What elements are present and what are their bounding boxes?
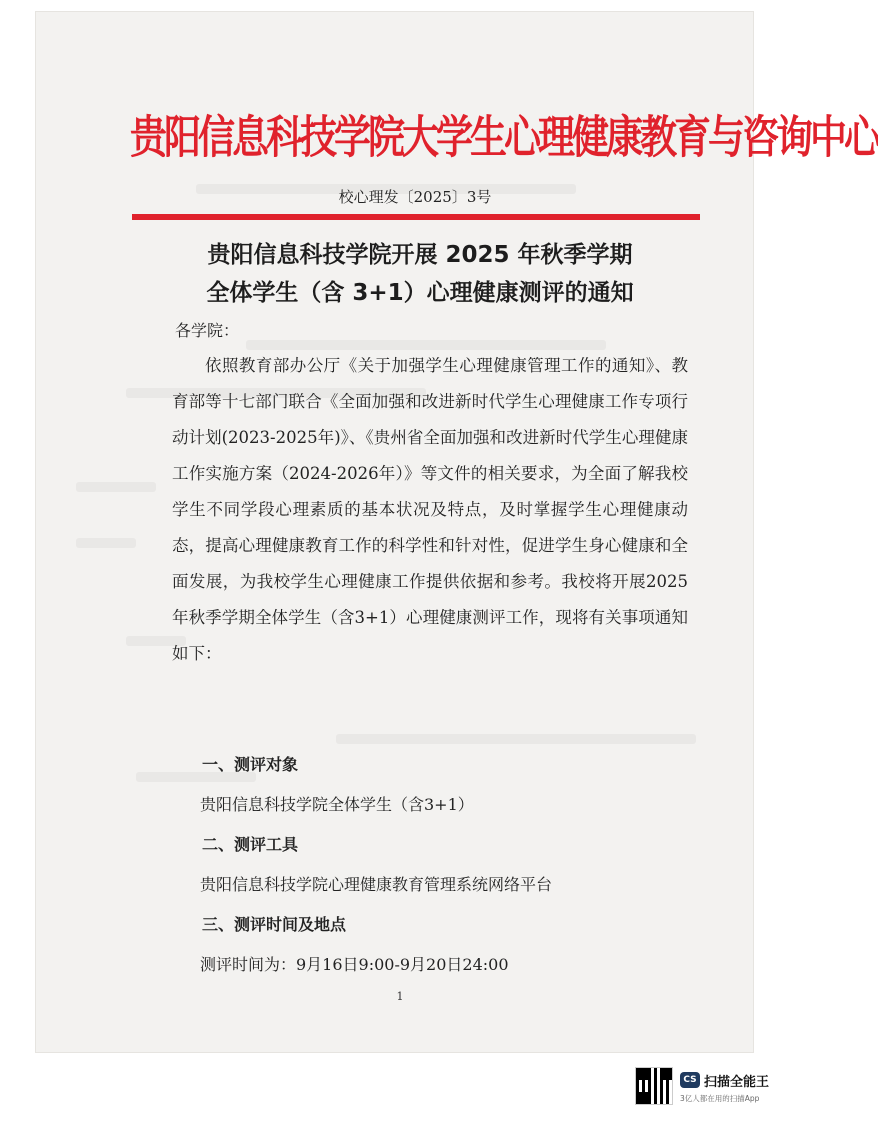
section-content-3: 测评时间为：9月16日9:00-9月20日24:00 (200, 955, 509, 974)
scanner-tagline: 3亿人都在用的扫描App (680, 1094, 760, 1103)
page-number: 1 (396, 990, 404, 1003)
organization-header: 贵阳信息科技学院大学生心理健康教育与咨询中心 (130, 109, 878, 164)
camscanner-logo-icon: CS (680, 1072, 700, 1088)
section-heading-3: 三、测评时间及地点 (202, 915, 347, 934)
scanner-watermark (636, 1068, 786, 1110)
document-number: 校心理发〔2025〕3号 (338, 188, 492, 206)
section-heading-1: 一、测评对象 (202, 755, 299, 774)
scanner-brand: 扫描全能王 (704, 1075, 770, 1090)
qr-code-icon (636, 1068, 672, 1104)
section-heading-2: 二、测评工具 (202, 835, 299, 854)
salutation: 各学院： (175, 321, 240, 340)
header-red-rule (132, 214, 700, 220)
section-content-1: 贵阳信息科技学院全体学生（含3+1） (200, 795, 474, 814)
notice-title-line-2: 全体学生（含 3+1）心理健康测评的通知 (206, 280, 634, 306)
body-paragraph: 依照教育部办公厅《关于加强学生心理健康管理工作的通知》、教育部等十七部门联合《全面加强和改进新时代学生心理健康工作专项行动计划(2023-2025年)》、《贵州省全面加强和改进新时代学生心理健康工作实施方案（2024-2026年）》等文件的相关要求，为全面了解我校学生不同学段心理素质的基本状况及特点，及时掌握学生心理健康动态，提高心理健康教育工作的科学性和针对性，促进学生身心健康和全面发展，为我校学生心理健康工作提供依据和参考。我校将开展2025年秋季学期全体学生（含3+1）心理健康测评工作，现将有关事项通知如下： (172, 356, 688, 663)
section-content-2: 贵阳信息科技学院心理健康教育管理系统网络平台 (200, 875, 553, 894)
notice-title-line-1: 贵阳信息科技学院开展 2025 年秋季学期 (207, 242, 633, 268)
